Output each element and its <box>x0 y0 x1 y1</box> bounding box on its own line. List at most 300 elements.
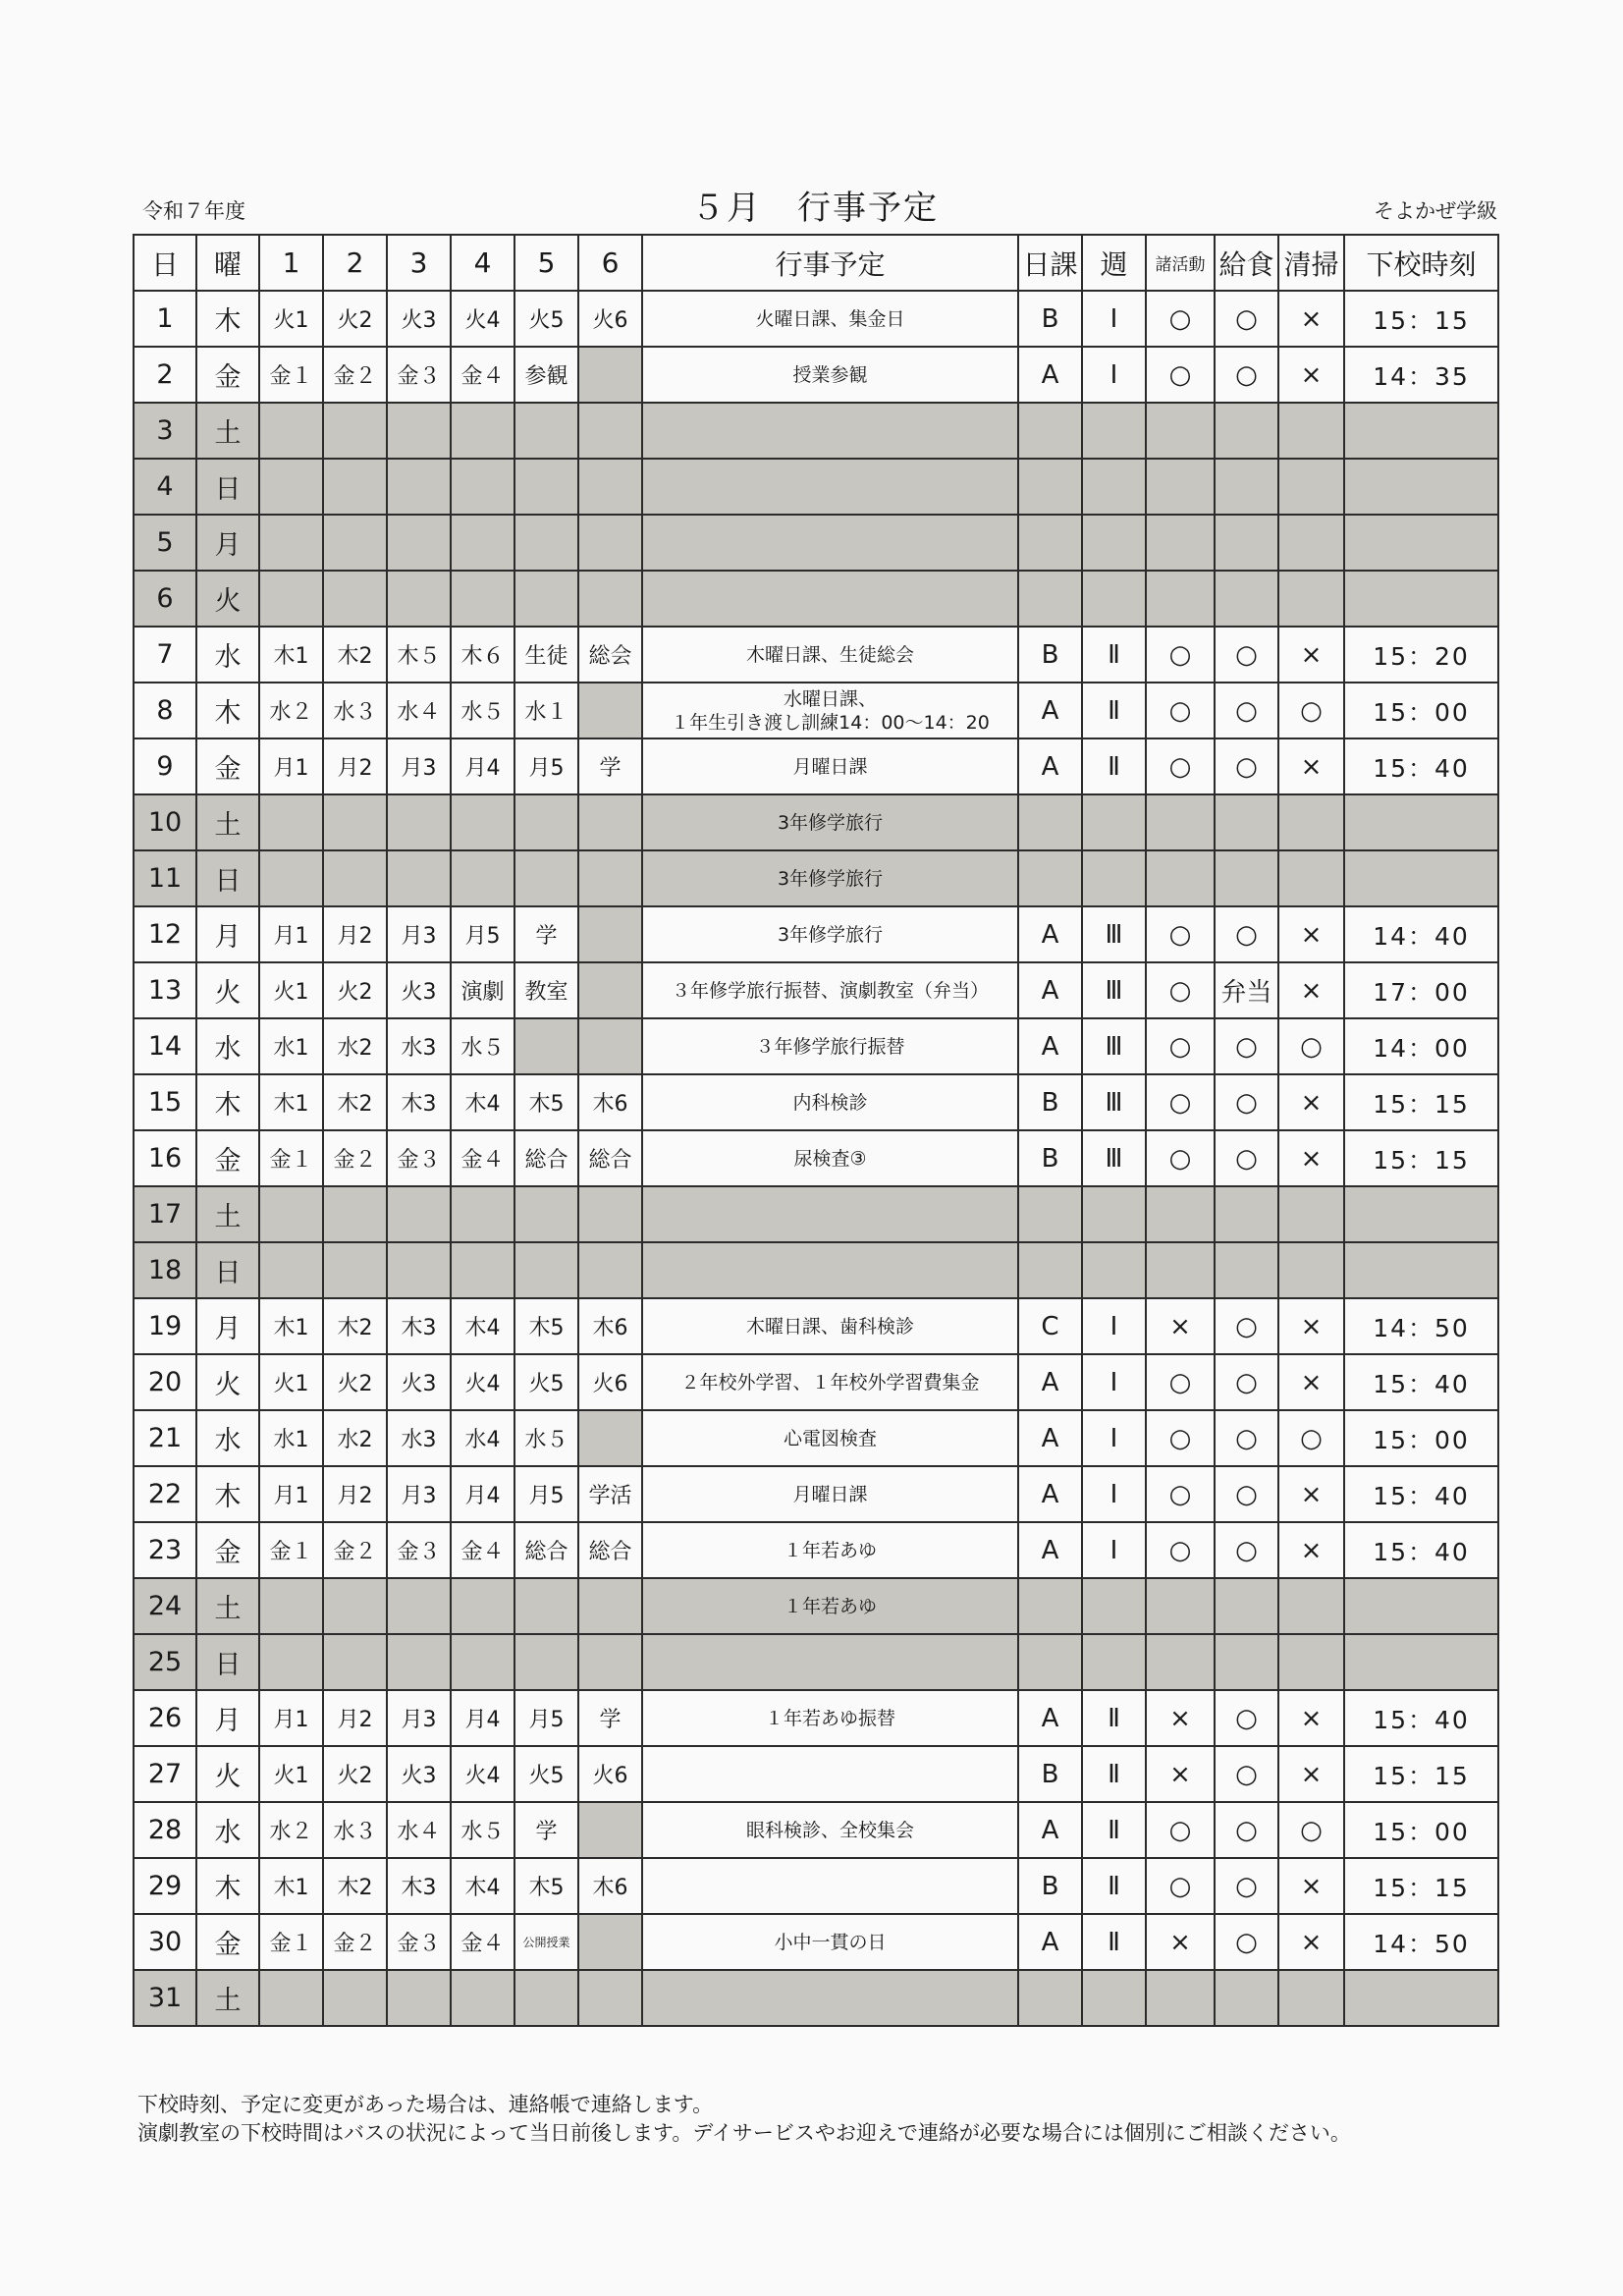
period-1-cell <box>259 459 323 515</box>
period-3-cell <box>387 794 451 850</box>
lunch-cell: ○ <box>1215 906 1278 962</box>
period-6-cell <box>578 403 642 459</box>
event-cell <box>642 1746 1018 1802</box>
period-2-cell <box>323 515 387 571</box>
day-cell: 21 <box>134 1410 196 1466</box>
dismissal-time-cell <box>1344 1578 1498 1634</box>
period-2-cell: 木2 <box>323 627 387 683</box>
dismissal-time-cell <box>1344 1634 1498 1690</box>
col-header-cleaning: 清掃 <box>1278 235 1344 291</box>
dismissal-time-cell: 14：50 <box>1344 1298 1498 1354</box>
schedule-table <box>133 234 1499 2027</box>
activities-cell <box>1146 571 1215 627</box>
period-5-cell <box>514 1634 578 1690</box>
page-title: ５月 行事予定 <box>691 189 939 228</box>
week-cell: Ⅰ <box>1082 1466 1146 1522</box>
cleaning-cell: × <box>1278 1690 1344 1746</box>
period-4-cell: 火4 <box>451 291 514 347</box>
schedule-cell: A <box>1018 1018 1082 1074</box>
week-cell: Ⅰ <box>1082 291 1146 347</box>
period-3-cell: 水４ <box>387 1802 451 1858</box>
lunch-cell: ○ <box>1215 1914 1278 1970</box>
dismissal-time-cell: 15：15 <box>1344 1746 1498 1802</box>
weekday-cell: 木 <box>196 1858 259 1914</box>
cleaning-cell <box>1278 1242 1344 1298</box>
schedule-cell: A <box>1018 1354 1082 1410</box>
period-3-cell: 火3 <box>387 291 451 347</box>
period-1-cell: 月1 <box>259 906 323 962</box>
week-cell: Ⅱ <box>1082 1858 1146 1914</box>
day-cell: 1 <box>134 291 196 347</box>
dismissal-time-cell <box>1344 571 1498 627</box>
col-header-dow: 曜 <box>196 235 259 291</box>
dismissal-time-cell <box>1344 1970 1498 2026</box>
lunch-cell <box>1215 571 1278 627</box>
period-6-cell <box>578 1970 642 2026</box>
period-3-cell: 月3 <box>387 1690 451 1746</box>
table-row <box>134 1858 1498 1914</box>
dismissal-time-cell: 14：35 <box>1344 347 1498 403</box>
schedule-cell: C <box>1018 1298 1082 1354</box>
activities-cell <box>1146 459 1215 515</box>
event-cell <box>642 403 1018 459</box>
period-5-cell: 参観 <box>514 347 578 403</box>
table-row <box>134 794 1498 850</box>
col-header-lunch: 給食 <box>1215 235 1278 291</box>
table-row <box>134 1914 1498 1970</box>
period-3-cell: 木3 <box>387 1074 451 1130</box>
dismissal-time-cell: 15：40 <box>1344 1690 1498 1746</box>
weekday-cell: 日 <box>196 459 259 515</box>
event-cell: １年若あゆ <box>642 1522 1018 1578</box>
activities-cell: ○ <box>1146 1410 1215 1466</box>
week-cell: Ⅰ <box>1082 1298 1146 1354</box>
period-4-cell: 月4 <box>451 738 514 794</box>
period-2-cell: 月2 <box>323 1690 387 1746</box>
weekday-cell: 月 <box>196 906 259 962</box>
week-cell: Ⅰ <box>1082 1522 1146 1578</box>
period-4-cell: 木4 <box>451 1298 514 1354</box>
schedule-cell: B <box>1018 291 1082 347</box>
day-cell: 14 <box>134 1018 196 1074</box>
cleaning-cell: × <box>1278 627 1344 683</box>
weekday-cell: 水 <box>196 1410 259 1466</box>
period-2-cell <box>323 571 387 627</box>
period-5-cell: 公開授業 <box>514 1914 578 1970</box>
footer-notes <box>137 2091 1351 2148</box>
period-2-cell <box>323 1242 387 1298</box>
col-header-week: 週 <box>1082 235 1146 291</box>
period-5-cell: 水１ <box>514 683 578 738</box>
period-4-cell <box>451 459 514 515</box>
lunch-cell: ○ <box>1215 683 1278 738</box>
table-row <box>134 1354 1498 1410</box>
period-6-cell <box>578 1186 642 1242</box>
dismissal-time-cell: 17：00 <box>1344 962 1498 1018</box>
day-cell: 28 <box>134 1802 196 1858</box>
period-1-cell: 月1 <box>259 1690 323 1746</box>
period-4-cell <box>451 1578 514 1634</box>
period-2-cell <box>323 1970 387 2026</box>
period-5-cell: 火5 <box>514 291 578 347</box>
period-5-cell <box>514 571 578 627</box>
week-cell: Ⅱ <box>1082 1914 1146 1970</box>
event-cell: 火曜日課、集金日 <box>642 291 1018 347</box>
period-4-cell: 金４ <box>451 1914 514 1970</box>
period-6-cell <box>578 962 642 1018</box>
col-header-day: 日 <box>134 235 196 291</box>
period-1-cell: 木1 <box>259 1074 323 1130</box>
period-4-cell: 金４ <box>451 1130 514 1186</box>
period-2-cell: 金２ <box>323 1130 387 1186</box>
table-row <box>134 403 1498 459</box>
period-2-cell: 金２ <box>323 347 387 403</box>
week-cell <box>1082 850 1146 906</box>
event-cell <box>642 1970 1018 2026</box>
period-5-cell: 月5 <box>514 1466 578 1522</box>
period-1-cell <box>259 1970 323 2026</box>
day-cell: 29 <box>134 1858 196 1914</box>
event-cell: 小中一貫の日 <box>642 1914 1018 1970</box>
activities-cell: × <box>1146 1914 1215 1970</box>
day-cell: 22 <box>134 1466 196 1522</box>
period-2-cell: 火2 <box>323 1354 387 1410</box>
period-6-cell <box>578 347 642 403</box>
cleaning-cell: × <box>1278 1522 1344 1578</box>
schedule-cell: A <box>1018 1410 1082 1466</box>
period-5-cell <box>514 1242 578 1298</box>
lunch-cell: ○ <box>1215 1410 1278 1466</box>
period-1-cell <box>259 571 323 627</box>
period-5-cell: 教室 <box>514 962 578 1018</box>
lunch-cell: ○ <box>1215 1018 1278 1074</box>
note-line: 演劇教室の下校時間はバスの状況によって当日前後します。デイサービスやお迎えで連絡が必要な場合には個別にご相談ください。 <box>137 2121 1351 2145</box>
activities-cell: ○ <box>1146 1074 1215 1130</box>
period-3-cell <box>387 1634 451 1690</box>
period-1-cell: 火1 <box>259 1746 323 1802</box>
lunch-cell: ○ <box>1215 1466 1278 1522</box>
period-1-cell: 金１ <box>259 1914 323 1970</box>
cleaning-cell <box>1278 850 1344 906</box>
week-cell <box>1082 1242 1146 1298</box>
cleaning-cell: × <box>1278 962 1344 1018</box>
dismissal-time-cell <box>1344 1186 1498 1242</box>
weekday-cell: 木 <box>196 291 259 347</box>
event-cell: ３年修学旅行振替 <box>642 1018 1018 1074</box>
activities-cell: × <box>1146 1746 1215 1802</box>
period-3-cell <box>387 459 451 515</box>
period-6-cell: 総会 <box>578 627 642 683</box>
weekday-cell: 月 <box>196 1690 259 1746</box>
weekday-cell: 金 <box>196 1522 259 1578</box>
day-cell: 13 <box>134 962 196 1018</box>
period-6-cell <box>578 906 642 962</box>
table-row <box>134 1466 1498 1522</box>
period-3-cell <box>387 515 451 571</box>
period-2-cell <box>323 459 387 515</box>
period-3-cell <box>387 1578 451 1634</box>
table-row <box>134 683 1498 738</box>
activities-cell <box>1146 403 1215 459</box>
page-header <box>133 182 1497 231</box>
schedule-cell <box>1018 571 1082 627</box>
table-row <box>134 1746 1498 1802</box>
period-5-cell <box>514 403 578 459</box>
activities-cell: ○ <box>1146 1522 1215 1578</box>
period-1-cell: 金１ <box>259 1130 323 1186</box>
dismissal-time-cell: 14：00 <box>1344 1018 1498 1074</box>
weekday-cell: 月 <box>196 515 259 571</box>
day-cell: 7 <box>134 627 196 683</box>
period-2-cell: 水2 <box>323 1018 387 1074</box>
period-5-cell <box>514 850 578 906</box>
activities-cell <box>1146 794 1215 850</box>
schedule-cell <box>1018 515 1082 571</box>
period-4-cell: 金４ <box>451 347 514 403</box>
lunch-cell: ○ <box>1215 1522 1278 1578</box>
period-5-cell <box>514 1186 578 1242</box>
period-5-cell: 月5 <box>514 738 578 794</box>
cleaning-cell <box>1278 459 1344 515</box>
col-header-p1: 1 <box>259 235 323 291</box>
schedule-cell <box>1018 1970 1082 2026</box>
cleaning-cell: × <box>1278 1466 1344 1522</box>
period-3-cell: 金３ <box>387 1914 451 1970</box>
dismissal-time-cell: 15：15 <box>1344 1130 1498 1186</box>
activities-cell: ○ <box>1146 1466 1215 1522</box>
period-5-cell: 月5 <box>514 1690 578 1746</box>
period-2-cell: 火2 <box>323 291 387 347</box>
event-cell: 月曜日課 <box>642 1466 1018 1522</box>
event-cell: 木曜日課、生徒総会 <box>642 627 1018 683</box>
period-4-cell: 演劇 <box>451 962 514 1018</box>
dismissal-time-cell: 15：40 <box>1344 738 1498 794</box>
period-2-cell: 火2 <box>323 962 387 1018</box>
cleaning-cell: × <box>1278 1858 1344 1914</box>
activities-cell: ○ <box>1146 291 1215 347</box>
col-header-dismissal: 下校時刻 <box>1344 235 1498 291</box>
period-3-cell: 水3 <box>387 1018 451 1074</box>
period-3-cell: 木3 <box>387 1298 451 1354</box>
week-cell: Ⅰ <box>1082 347 1146 403</box>
week-cell: Ⅲ <box>1082 1018 1146 1074</box>
lunch-cell: ○ <box>1215 1130 1278 1186</box>
period-3-cell: 月3 <box>387 1466 451 1522</box>
event-cell: 眼科検診、全校集会 <box>642 1802 1018 1858</box>
cleaning-cell <box>1278 794 1344 850</box>
period-2-cell: 木2 <box>323 1298 387 1354</box>
period-3-cell: 月3 <box>387 906 451 962</box>
period-6-cell <box>578 1802 642 1858</box>
event-cell: 月曜日課 <box>642 738 1018 794</box>
schedule-cell: B <box>1018 1746 1082 1802</box>
table-row <box>134 291 1498 347</box>
period-3-cell: 金３ <box>387 1130 451 1186</box>
lunch-cell: ○ <box>1215 1746 1278 1802</box>
dismissal-time-cell: 15：15 <box>1344 1858 1498 1914</box>
weekday-cell: 日 <box>196 1242 259 1298</box>
day-cell: 4 <box>134 459 196 515</box>
cleaning-cell <box>1278 1970 1344 2026</box>
activities-cell: ○ <box>1146 627 1215 683</box>
week-cell: Ⅲ <box>1082 906 1146 962</box>
period-2-cell: 火2 <box>323 1746 387 1802</box>
header-row <box>134 235 1498 291</box>
lunch-cell <box>1215 850 1278 906</box>
col-header-p3: 3 <box>387 235 451 291</box>
period-1-cell: 火1 <box>259 962 323 1018</box>
dismissal-time-cell <box>1344 459 1498 515</box>
period-2-cell: 水３ <box>323 683 387 738</box>
period-1-cell: 火1 <box>259 1354 323 1410</box>
period-4-cell: 木4 <box>451 1858 514 1914</box>
day-cell: 20 <box>134 1354 196 1410</box>
dismissal-time-cell <box>1344 515 1498 571</box>
activities-cell: × <box>1146 1690 1215 1746</box>
event-cell: 心電図検査 <box>642 1410 1018 1466</box>
weekday-cell: 日 <box>196 1634 259 1690</box>
period-1-cell: 金１ <box>259 347 323 403</box>
lunch-cell: ○ <box>1215 1802 1278 1858</box>
period-4-cell: 月4 <box>451 1690 514 1746</box>
table-row <box>134 1634 1498 1690</box>
event-cell: 3年修学旅行 <box>642 794 1018 850</box>
day-cell: 25 <box>134 1634 196 1690</box>
schedule-cell: A <box>1018 683 1082 738</box>
cleaning-cell: × <box>1278 738 1344 794</box>
cleaning-cell <box>1278 515 1344 571</box>
period-5-cell: 学 <box>514 1802 578 1858</box>
period-2-cell <box>323 1634 387 1690</box>
schedule-body <box>134 291 1498 2026</box>
table-row <box>134 1690 1498 1746</box>
table-row <box>134 627 1498 683</box>
weekday-cell: 木 <box>196 1466 259 1522</box>
lunch-cell <box>1215 459 1278 515</box>
week-cell <box>1082 1186 1146 1242</box>
col-header-p5: 5 <box>514 235 578 291</box>
period-4-cell <box>451 850 514 906</box>
period-3-cell: 火3 <box>387 1354 451 1410</box>
dismissal-time-cell: 15：15 <box>1344 291 1498 347</box>
period-1-cell: 水２ <box>259 1802 323 1858</box>
event-cell: １年若あゆ <box>642 1578 1018 1634</box>
period-4-cell: 月5 <box>451 906 514 962</box>
activities-cell: ○ <box>1146 1354 1215 1410</box>
event-cell <box>642 1858 1018 1914</box>
week-cell <box>1082 1970 1146 2026</box>
day-cell: 10 <box>134 794 196 850</box>
weekday-cell: 日 <box>196 850 259 906</box>
week-cell: Ⅲ <box>1082 1074 1146 1130</box>
period-2-cell: 水2 <box>323 1410 387 1466</box>
day-cell: 19 <box>134 1298 196 1354</box>
week-cell: Ⅲ <box>1082 1130 1146 1186</box>
period-1-cell <box>259 794 323 850</box>
week-cell <box>1082 515 1146 571</box>
day-cell: 18 <box>134 1242 196 1298</box>
period-6-cell: 木6 <box>578 1298 642 1354</box>
day-cell: 6 <box>134 571 196 627</box>
cleaning-cell <box>1278 1634 1344 1690</box>
period-2-cell: 月2 <box>323 1466 387 1522</box>
activities-cell: ○ <box>1146 962 1215 1018</box>
period-1-cell <box>259 515 323 571</box>
activities-cell: ○ <box>1146 906 1215 962</box>
event-cell: 3年修学旅行 <box>642 850 1018 906</box>
event-cell: 水曜日課、 １年生引き渡し訓練14：00～14：20 <box>642 683 1018 738</box>
period-1-cell <box>259 403 323 459</box>
activities-cell: ○ <box>1146 1130 1215 1186</box>
period-4-cell: 水５ <box>451 1802 514 1858</box>
dismissal-time-cell: 14：50 <box>1344 1914 1498 1970</box>
period-4-cell: 月4 <box>451 1466 514 1522</box>
period-3-cell <box>387 1186 451 1242</box>
week-cell <box>1082 403 1146 459</box>
schedule-cell: A <box>1018 906 1082 962</box>
period-3-cell: 金３ <box>387 1522 451 1578</box>
weekday-cell: 月 <box>196 1298 259 1354</box>
period-4-cell: 火4 <box>451 1354 514 1410</box>
day-cell: 16 <box>134 1130 196 1186</box>
period-3-cell <box>387 1970 451 2026</box>
activities-cell: × <box>1146 1298 1215 1354</box>
period-6-cell <box>578 1410 642 1466</box>
schedule-cell: A <box>1018 1466 1082 1522</box>
period-2-cell: 木2 <box>323 1858 387 1914</box>
week-cell <box>1082 1634 1146 1690</box>
activities-cell <box>1146 515 1215 571</box>
period-3-cell <box>387 403 451 459</box>
period-5-cell <box>514 515 578 571</box>
table-row <box>134 962 1498 1018</box>
schedule-cell <box>1018 459 1082 515</box>
table-row <box>134 1970 1498 2026</box>
activities-cell: ○ <box>1146 1018 1215 1074</box>
dismissal-time-cell <box>1344 1242 1498 1298</box>
week-cell <box>1082 794 1146 850</box>
period-4-cell: 水５ <box>451 683 514 738</box>
weekday-cell: 金 <box>196 347 259 403</box>
period-6-cell <box>578 1578 642 1634</box>
col-header-p4: 4 <box>451 235 514 291</box>
col-header-schedule: 日課 <box>1018 235 1082 291</box>
period-3-cell: 木５ <box>387 627 451 683</box>
event-cell <box>642 1634 1018 1690</box>
period-5-cell: 総合 <box>514 1522 578 1578</box>
dismissal-time-cell: 15：40 <box>1344 1354 1498 1410</box>
period-3-cell: 水４ <box>387 683 451 738</box>
day-cell: 5 <box>134 515 196 571</box>
schedule-cell: A <box>1018 347 1082 403</box>
period-5-cell <box>514 1970 578 2026</box>
period-4-cell: 木4 <box>451 1074 514 1130</box>
period-6-cell <box>578 683 642 738</box>
day-cell: 9 <box>134 738 196 794</box>
period-4-cell <box>451 1970 514 2026</box>
period-5-cell: 生徒 <box>514 627 578 683</box>
period-4-cell: 金４ <box>451 1522 514 1578</box>
schedule-cell <box>1018 1578 1082 1634</box>
activities-cell <box>1146 1186 1215 1242</box>
dismissal-time-cell: 15：40 <box>1344 1466 1498 1522</box>
period-6-cell: 学活 <box>578 1466 642 1522</box>
period-6-cell: 総合 <box>578 1130 642 1186</box>
table-row <box>134 1018 1498 1074</box>
table-row <box>134 1074 1498 1130</box>
period-2-cell: 月2 <box>323 906 387 962</box>
period-6-cell <box>578 850 642 906</box>
